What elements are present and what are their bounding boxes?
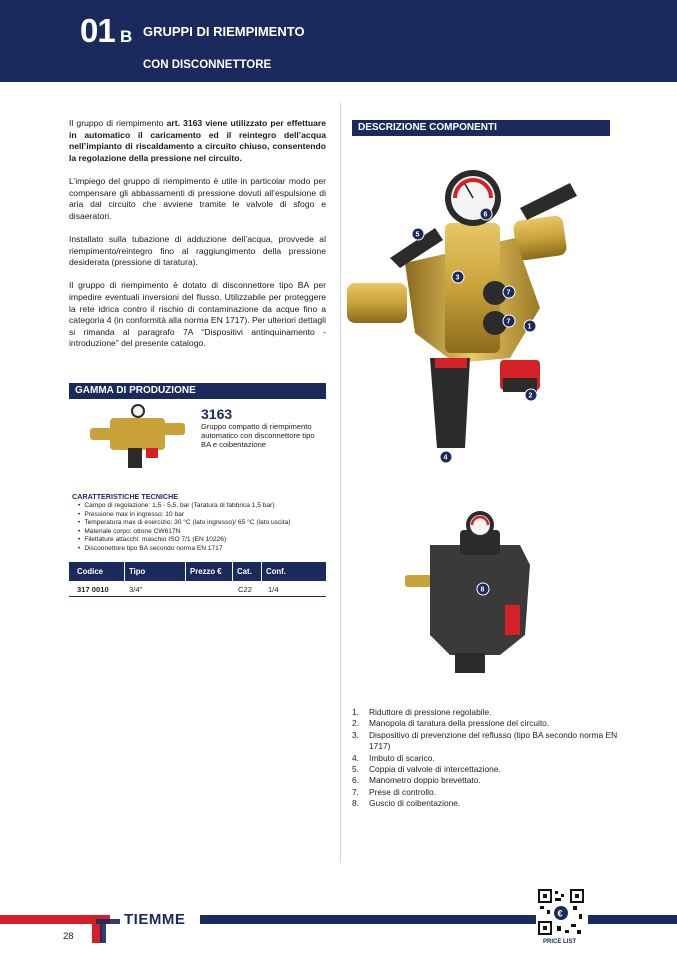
- list-item: 4. Imbuto di scarico.: [352, 752, 435, 763]
- badge-6: 6: [483, 211, 488, 219]
- table-cell-tipo: 3/4": [129, 585, 143, 594]
- col-cat: Cat.: [237, 567, 252, 576]
- spec-item: • Materiale corpo: ottone CW617N: [78, 528, 290, 537]
- badge-4: 4: [443, 454, 448, 462]
- table-cell-codice: 317 0010: [77, 585, 109, 594]
- product-illustration-insulated: [405, 505, 555, 680]
- footer-navy-bar-right: [588, 915, 677, 924]
- badge-5: 5: [415, 231, 420, 239]
- col-tipo: Tipo: [129, 567, 146, 576]
- intro-p1-lead: Il gruppo di riempimento: [69, 118, 167, 128]
- list-item: 8. Guscio di coibentazione.: [352, 798, 461, 809]
- brand-name: TIEMME: [124, 911, 186, 928]
- intro-paragraph-3: Installato sulla tubazione di adduzione dell’acqua, provvede al riempimento/reintegro fino al raggiungimento della pressione desiderata (pressione di taratura).: [69, 233, 326, 268]
- list-item: 5. Coppia di valvole di intercettazione.: [352, 764, 501, 775]
- spec-item: • Campo di regolazione: 1,5 - 5,5, bar (Taratura di fabbrica 1,5 bar): [78, 502, 290, 511]
- spec-item: • Temperatura max di esercizio: 30 °C (lato ingresso)/ 65 °C (lato uscita): [78, 519, 290, 528]
- list-item: 6. Manometro doppio brevettato.: [352, 775, 481, 786]
- product-description: Gruppo compatto di riempimento automatico con disconnettore tipo BA e coibentazione: [201, 422, 315, 450]
- intro-paragraph-4: Il gruppo di riempimento è dotato di disconnettore tipo BA per impedire eventuali inversioni del flusso. Utilizzabile per proteggere la rete idrica contro il rischio di contaminazione da acque fino a categoria 4 (in conformità alla norma EN 1717). Per ulteriori dettagli si rimanda al paragrafo 7A “Dispositivi antinquinamento - introduzione” del presente catalogo.: [69, 280, 326, 349]
- svg-text:€: €: [557, 908, 563, 919]
- components-list: [352, 707, 622, 810]
- footer-navy-bar: [200, 915, 536, 924]
- badge-7a: 7: [506, 289, 511, 297]
- list-item: 3. Dispositivo di prevenzione del reflusso (tipo BA secondo norma EN 1717): [352, 729, 618, 752]
- col-prezzo: Prezzo €: [190, 567, 222, 576]
- table-cell-conf: 1/4: [268, 585, 279, 594]
- spec-item: • Disconnettore tipo BA secondo norma EN 1717: [78, 545, 290, 554]
- qr-code-icon[interactable]: [537, 888, 585, 938]
- spec-item: • Filettature attacchi: maschio ISO 7/1 (EN 10226): [78, 536, 290, 545]
- intro-text: [69, 118, 326, 361]
- spec-item: • Pressione max in ingresso: 10 bar: [78, 511, 290, 520]
- product-code: 3163: [201, 406, 233, 422]
- components-heading: DESCRIZIONE COMPONENTI: [352, 120, 610, 136]
- page-title: GRUPPI DI RIEMPIMENTO: [143, 24, 305, 39]
- col-codice: Codice: [77, 567, 103, 576]
- badge-3: 3: [455, 274, 460, 282]
- specs-list: [78, 502, 290, 553]
- section-letter: B: [120, 27, 133, 46]
- specs-title: CARATTERISTICHE TECNICHE: [72, 492, 179, 501]
- page-header: [0, 0, 677, 82]
- page-subtitle: CON DISCONNETTORE: [143, 59, 272, 71]
- intro-paragraph-2: L’impiego del gruppo di riempimento è utile in particolar modo per compensare gli abbassamenti di pressione dovuti all’espulsione di aria dal circuito che avviene tramite le valvole di sfogo e disaeratori.: [69, 175, 326, 221]
- badge-8: 8: [480, 586, 485, 594]
- table-cell-cat: C22: [238, 585, 252, 594]
- badge-1: 1: [527, 323, 532, 331]
- brand-logo-icon: [88, 913, 120, 945]
- list-item: 7. Prese di controllo.: [352, 786, 437, 797]
- product-thumbnail: [88, 403, 188, 471]
- col-conf: Conf.: [266, 567, 286, 576]
- table-row-divider: [69, 596, 326, 597]
- page-number: 28: [63, 931, 74, 942]
- list-item: 2. Manopola di taratura della pressione del circuito.: [352, 718, 550, 729]
- column-divider: [340, 103, 341, 863]
- qr-label: PRICE LIST: [543, 939, 577, 945]
- list-item: 1. Riduttore di pressione regolabile.: [352, 707, 492, 717]
- section-number: 01: [80, 12, 115, 49]
- intro-p1-bold: art. 3163 viene utilizzato per effettuare in automatico il caricamento ed il reintegro dell’acqua nell’impianto di riscaldamento a circuito chiuso, consentendo la regolazione della pressione nel circuito.: [69, 118, 327, 163]
- price-table-header: [69, 562, 326, 581]
- intro-paragraph-1: [69, 118, 326, 164]
- badge-7b: 7: [506, 318, 511, 326]
- product-illustration-main: [345, 168, 585, 468]
- gamma-heading: GAMMA DI PRODUZIONE: [69, 383, 326, 399]
- badge-2: 2: [528, 392, 533, 400]
